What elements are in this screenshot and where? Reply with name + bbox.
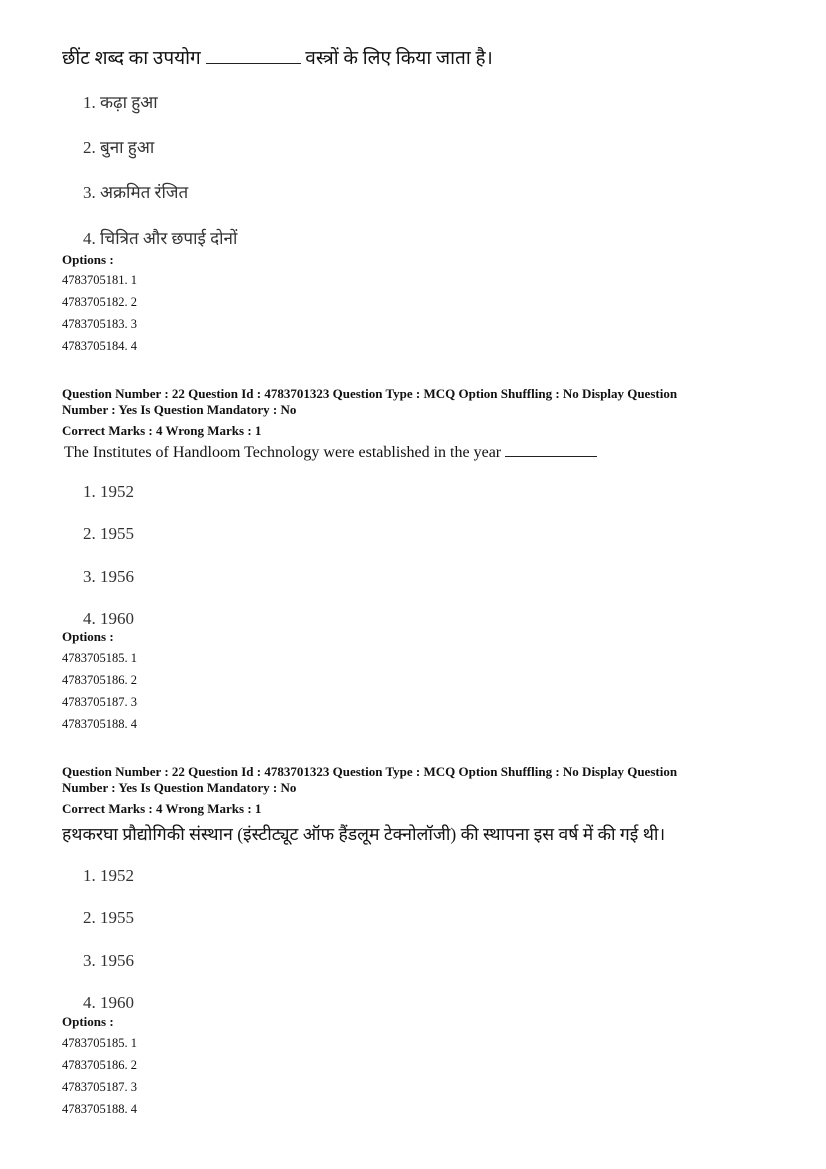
question-part-after: वस्त्रों के लिए किया जाता है। [305, 48, 493, 69]
option-id: 4783705188. 4 [62, 717, 137, 731]
question-text-hindi-2: हथकरघा प्रौद्योगिकी संस्थान (इंस्टीट्यूट ऑफ हैंडलूम टेक्नोलॉजी) की स्थापना इस वर्ष में की गई थी। [62, 824, 666, 844]
choice-2: 2. 1955 [83, 524, 134, 543]
question-part-before: छींट शब्द का उपयोग [62, 48, 201, 69]
option-id: 4783705183. 3 [62, 317, 137, 331]
option-id: 4783705185. 1 [62, 1036, 137, 1050]
option-id: 4783705185. 1 [62, 651, 137, 665]
option-id: 4783705188. 4 [62, 1102, 137, 1116]
choice-2: 2. 1955 [83, 908, 134, 927]
marks-line: Correct Marks : 4 Wrong Marks : 1 [62, 423, 262, 438]
options-label: Options : [62, 1014, 114, 1029]
choice-2: 2. बुना हुआ [83, 138, 155, 157]
choice-4: 4. 1960 [83, 609, 134, 628]
option-id: 4783705187. 3 [62, 1080, 137, 1094]
choice-1: 1. 1952 [83, 482, 134, 501]
options-label: Options : [62, 252, 114, 267]
option-id: 4783705187. 3 [62, 695, 137, 709]
choice-4: 4. चित्रित और छपाई दोनों [83, 229, 238, 248]
choice-3: 3. 1956 [83, 567, 134, 586]
choice-4: 4. 1960 [83, 993, 134, 1012]
choice-3: 3. 1956 [83, 951, 134, 970]
option-id: 4783705181. 1 [62, 273, 137, 287]
question-text-hindi-1 [62, 44, 493, 70]
question-meta-line1: Question Number : 22 Question Id : 4783701323 Question Type : MCQ Option Shuffling : No Display Question [62, 386, 678, 401]
choice-1: 1. कढ़ा हुआ [83, 93, 158, 112]
option-id: 4783705186. 2 [62, 673, 137, 687]
marks-line: Correct Marks : 4 Wrong Marks : 1 [62, 801, 262, 816]
question-meta-line1: Question Number : 22 Question Id : 4783701323 Question Type : MCQ Option Shuffling : No Display Question [62, 764, 678, 779]
question-text: The Institutes of Handloom Technology were established in the year [64, 444, 502, 461]
question-meta-line2: Number : Yes Is Question Mandatory : No [62, 402, 297, 417]
question-meta-line2: Number : Yes Is Question Mandatory : No [62, 780, 297, 795]
choice-1: 1. 1952 [83, 866, 134, 885]
answer-blank [505, 442, 597, 457]
choice-3: 3. अक्रमित रंजित [83, 183, 189, 202]
option-id: 4783705184. 4 [62, 339, 137, 353]
option-id: 4783705186. 2 [62, 1058, 137, 1072]
answer-blank [206, 49, 301, 64]
option-id: 4783705182. 2 [62, 295, 137, 309]
question-text-english [64, 442, 597, 462]
options-label: Options : [62, 629, 114, 644]
